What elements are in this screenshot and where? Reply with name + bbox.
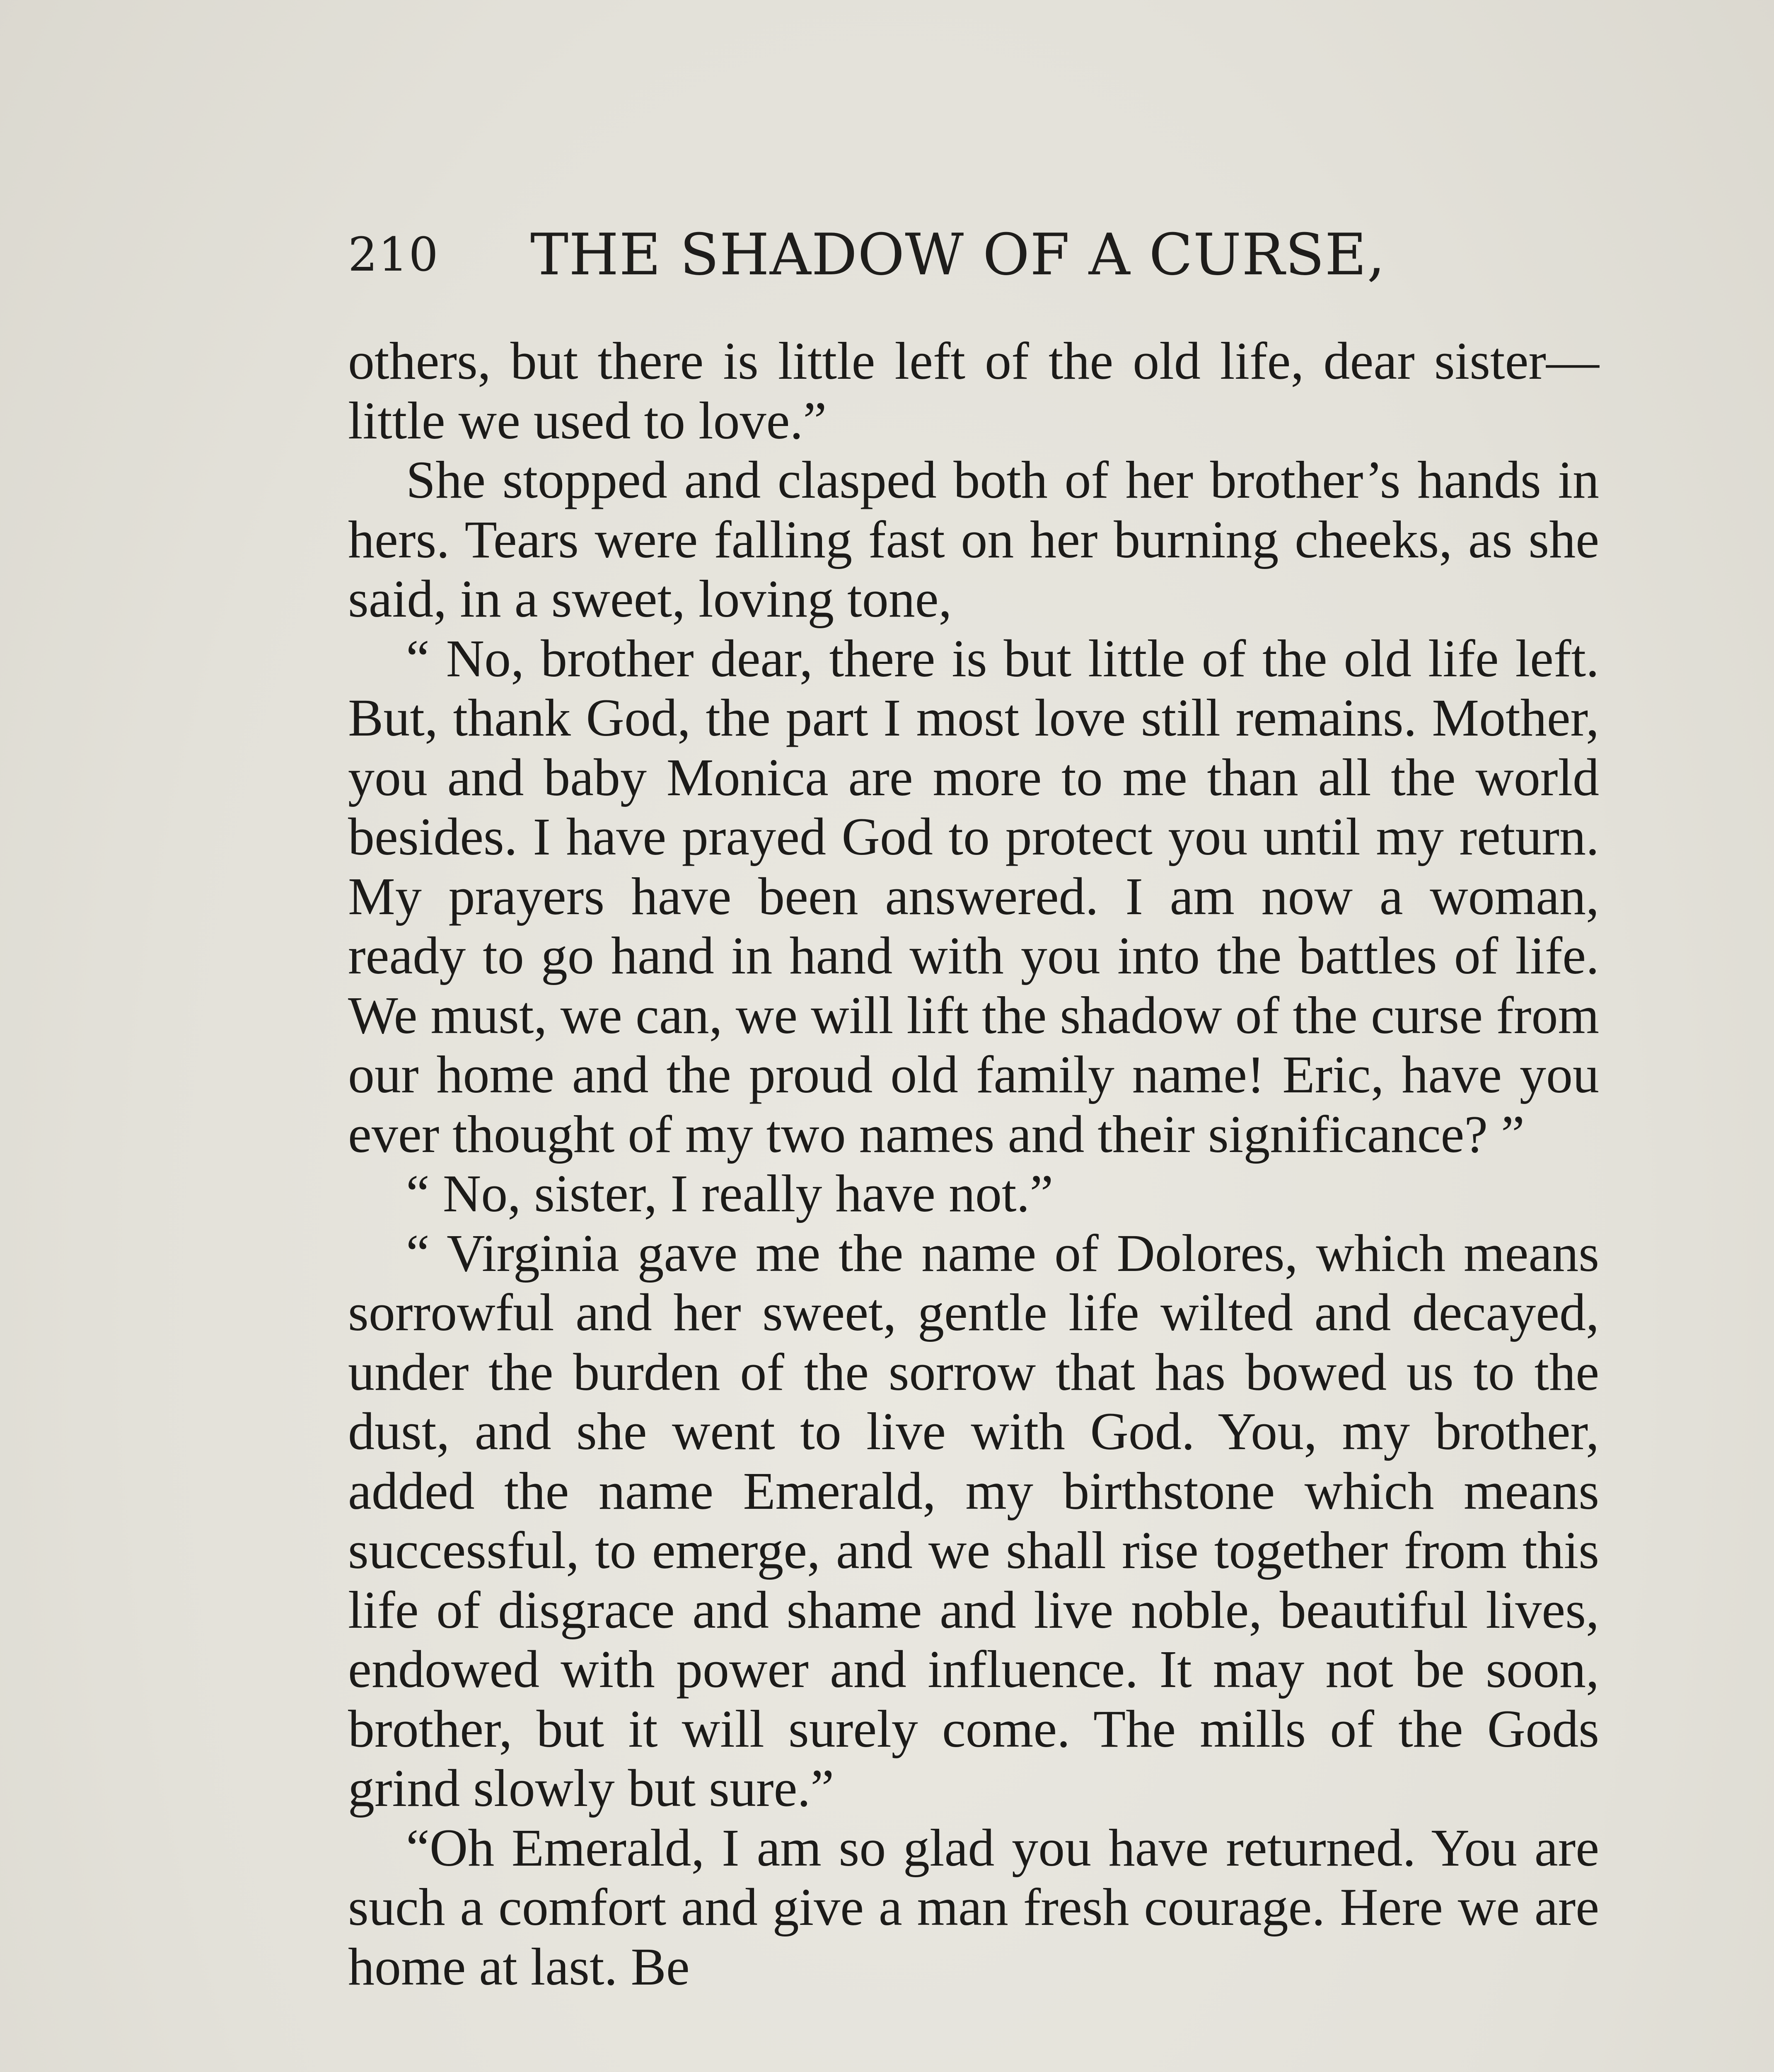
paragraph-5: “ Virginia gave me the name of Dolores, which means sorrowful and her sweet, gentle life wilted and decayed, under the burden of the sorrow that has bowed us to the dust, and she went to live with God. You, my brother, added the name Emerald, my birthstone which means successful, to emerge, and we shall rise together from this life of disgrace and shame and live noble, beautiful lives, endowed with power and influence. It may not be soon, brother, but it will surely come. The mills of the Gods grind slowly but sure.”: [348, 1223, 1599, 1818]
paragraph-4: “ No, sister, I really have not.”: [406, 1164, 1054, 1223]
page-number: 210: [348, 228, 439, 282]
paragraph-2: She stopped and clasped both of her brother’s hands in hers. Tears were falling fast on her burning cheeks, as she said, in a sweet, loving tone,: [348, 450, 1599, 628]
body-text: [348, 332, 1599, 1997]
paragraph-6: “Oh Emerald, I am so glad you have returned. You are such a comfort and give a man fresh courage. Here we are home at last. Be: [348, 1818, 1599, 1996]
page-header: [348, 215, 1607, 298]
paragraph-1: others, but there is little left of the old life, dear sister—little we used to love.”: [348, 332, 1599, 450]
paragraph-3: “ No, brother dear, there is but little of the old life left. But, thank God, the part I most love still remains. Mother, you and baby Monica are more to me than all the world besides. I have prayed God to protect you until my return. My prayers have been answered. I am now a woman, ready to go hand in hand with you into the battles of life. We must, we can, we will lift the shadow of the curse from our home and the proud old family name! Eric, have you ever thought of my two names and their significance? ”: [348, 629, 1599, 1164]
running-title: THE SHADOW OF A CURSE,: [530, 221, 1386, 288]
